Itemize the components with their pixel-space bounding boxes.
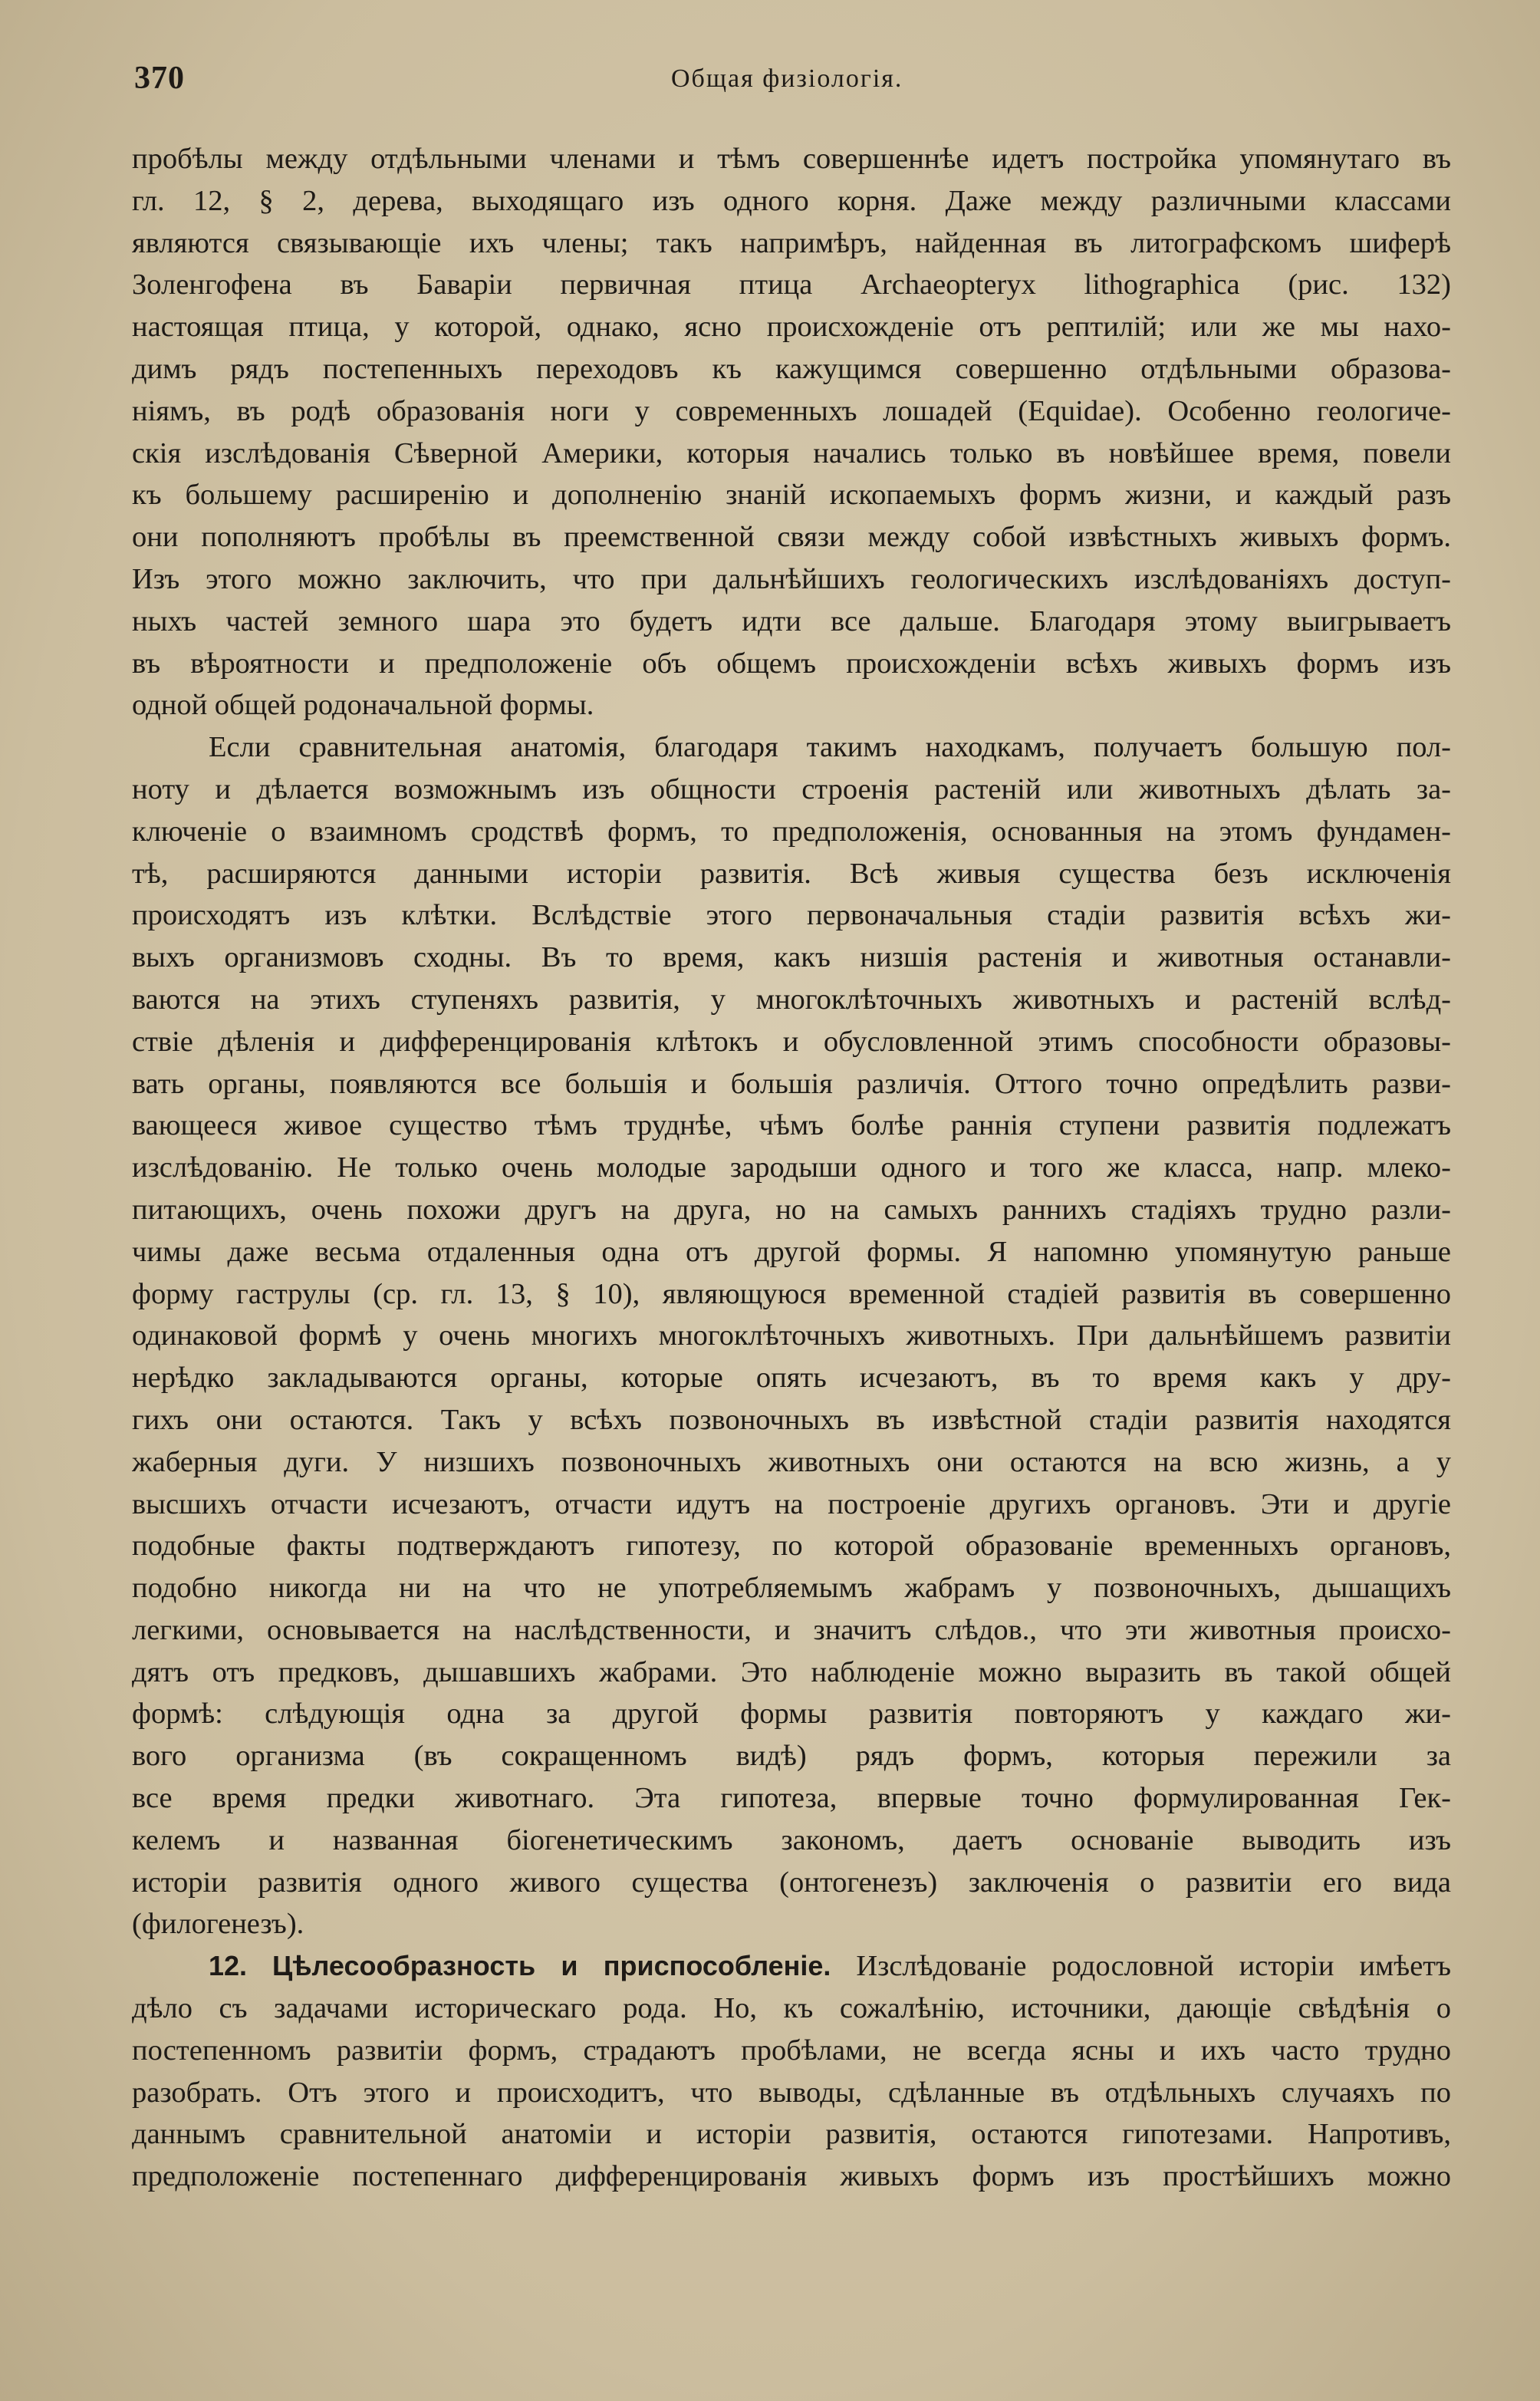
paragraph-3 (132, 1945, 1451, 2198)
text-line: дятъ отъ предковъ, дышавшихъ жабрами. Это наблюденiе можно выразить въ такой общей (132, 1655, 1451, 1688)
page-number: 370 (134, 61, 185, 96)
text-line: происходятъ изъ клѣтки. Вслѣдствiе этого первоначальныя стадiи развитiя всѣхъ жи- (132, 899, 1451, 932)
text-line: димъ рядъ постепенныхъ переходовъ къ кажущимся совершенно отдѣльными образова- (132, 352, 1451, 385)
text-line: вого организма (въ сокращенномъ видѣ) рядъ формъ, которыя пережили за (132, 1740, 1451, 1773)
text-line: нiямъ, въ родѣ образованiя ноги у современныхъ лошадей (Equidae). Особенно геологиче- (132, 394, 1451, 427)
paragraph-2 (132, 726, 1451, 1945)
text-line: одинаковой формѣ у очень многихъ многоклѣточныхъ животныхъ. При дальнѣйшемъ развитiи (132, 1319, 1451, 1352)
text-line: подобные факты подтверждаютъ гипотезу, по которой образованiе временныхъ органовъ, (132, 1530, 1451, 1563)
text-line: формѣ: слѣдующiя одна за другой формы развитiя повторяютъ у каждаго жи- (132, 1698, 1451, 1731)
text-line: къ большему расширенiю и дополненiю знанiй ископаемыхъ формъ жизни, и каждый разъ (132, 479, 1451, 512)
text-line: Изъ этого можно заключить, что при дальнѣйшихъ геологическихъ изслѣдованiяхъ доступ- (132, 562, 1451, 595)
section-title: Цѣлесообразность и приспособленiе. (271, 1950, 831, 1982)
text-line: ныхъ частей земного шара это будетъ идти все дальше. Благодаря этому выигрываетъ (132, 604, 1451, 637)
text-line: (филогенезъ). (132, 1908, 304, 1941)
text-line: Золенгофена въ Баварiи первичная птица Archaeopteryx lithographica (рис. 132) (132, 268, 1451, 301)
text-line: чимы даже весьма отдаленныя одна отъ другой формы. Я напомню упомянутую раньше (132, 1235, 1451, 1268)
section-number: 12. (209, 1950, 248, 1982)
text-line: настоящая птица, у которой, однако, ясно происхожденiе отъ рептилiй; или же мы нахо- (132, 311, 1451, 344)
text-line: являются связывающiе ихъ члены; такъ напримѣръ, найденная въ литографскомъ шиферѣ (132, 226, 1451, 259)
running-head (134, 60, 1457, 106)
text-line: предположенiе постепеннаго дифференцированiя живыхъ формъ изъ простѣйшихъ можно (132, 2160, 1451, 2193)
text-line: пробѣлы между отдѣльными членами и тѣмъ совершеннѣе идетъ постройка упомянутаго въ (132, 143, 1451, 175)
text-line: они пополняютъ пробѣлы въ преемственной связи между собой извѣстныхъ живыхъ формъ. (132, 521, 1451, 554)
text-line: питающихъ, очень похожи другъ на друга, но на самыхъ раннихъ стадiяхъ трудно разли- (132, 1193, 1451, 1226)
body-text (132, 138, 1451, 2198)
text-line: ключенiе о взаимномъ сродствѣ формъ, то предположенiя, основанныя на этомъ фундамен- (132, 815, 1451, 848)
text-line: высшихъ отчасти исчезаютъ, отчасти идутъ на построенiе другихъ органовъ. Эти и другiе (132, 1487, 1451, 1520)
text-line: въ вѣроятности и предположенiе объ общемъ происхожденiи всѣхъ живыхъ формъ изъ (132, 647, 1451, 680)
text-line: изслѣдованiю. Не только очень молодые зародыши одного и того же класса, напр. млеко- (132, 1151, 1451, 1184)
text-line: скiя изслѣдованiя Сѣверной Америки, которыя начались только въ новѣйшее время, повели (132, 436, 1451, 469)
text-line: подобно никогда ни на что не употребляемымъ жабрамъ у позвоночныхъ, дышащихъ (132, 1572, 1451, 1605)
text-line: разобрать. Отъ этого и происходитъ, что выводы, сдѣланные въ отдѣльныхъ случаяхъ по (132, 2076, 1451, 2109)
text-line: дѣло съ задачами историческаго рода. Но, къ сожалѣнiю, источники, дающiе свѣдѣнiя о (132, 1992, 1451, 2025)
text-line: одной общей родоначальной формы. (132, 689, 594, 722)
text-line (132, 1945, 1451, 1988)
text-line: исторiи развитiя одного живого существа (онтогенезъ) заключенiя о развитiи его вида (132, 1866, 1451, 1899)
text-line: келемъ и названная бiогенетическимъ закономъ, даетъ основанiе выводить изъ (132, 1823, 1451, 1856)
text-line: тѣ, расширяются данными исторiи развитiя. Всѣ живыя существа безъ исключенiя (132, 857, 1451, 890)
text-line: нерѣдко закладываются органы, которые опять исчезаютъ, въ то время какъ у дру- (132, 1362, 1451, 1395)
text-line: легкими, основывается на наслѣдственности, и значитъ слѣдов., что эти животныя происхо- (132, 1613, 1451, 1646)
paragraph-1 (132, 138, 1451, 726)
text-line: постепенномъ развитiи формъ, страдаютъ пробѣлами, не всегда ясны и ихъ часто трудно (132, 2034, 1451, 2067)
text-line: ствiе дѣленiя и дифференцированiя клѣтокъ и обусловленной этимъ способности образовы- (132, 1025, 1451, 1058)
text-line: вающееся живое существо тѣмъ труднѣе, чѣмъ болѣе раннiя ступени развитiя подлежатъ (132, 1109, 1451, 1142)
text-line: ваются на этихъ ступеняхъ развитiя, у многоклѣточныхъ животныхъ и растенiй вслѣд- (132, 983, 1451, 1016)
text-line: выхъ организмовъ сходны. Въ то время, какъ низшiя растенiя и животныя останавли- (132, 941, 1451, 974)
text-line: жаберныя дуги. У низшихъ позвоночныхъ животныхъ они остаются на всю жизнь, а у (132, 1445, 1451, 1478)
text-fragment: Изслѣдованiе родословной исторiи имѣетъ (856, 1950, 1451, 1983)
text-line: форму гаструлы (ср. гл. 13, § 10), являющуюся временной стадiей развитiя въ совершенно (132, 1277, 1451, 1310)
text-line: гихъ они остаются. Такъ у всѣхъ позвоночныхъ въ извѣстной стадiи развитiя находятся (132, 1403, 1451, 1436)
text-line: все время предки животнаго. Эта гипотеза, впервые точно формулированная Гек- (132, 1782, 1451, 1815)
text-line: даннымъ сравнительной анатомiи и исторiи развитiя, остаются гипотезами. Напротивъ, (132, 2118, 1451, 2151)
text-line: вать органы, появляются все большiя и большiя различiя. Оттого точно опредѣлить разви- (132, 1067, 1451, 1100)
text-line: гл. 12, § 2, дерева, выходящаго изъ одного корня. Даже между различными классами (132, 184, 1451, 217)
text-line: Если сравнительная анатомiя, благодаря такимъ находкамъ, получаетъ большую пол- (209, 731, 1451, 764)
running-title: Общая физiологiя. (671, 64, 903, 93)
text-line: ноту и дѣлается возможнымъ изъ общности строенiя растенiй или животныхъ дѣлать за- (132, 772, 1451, 805)
